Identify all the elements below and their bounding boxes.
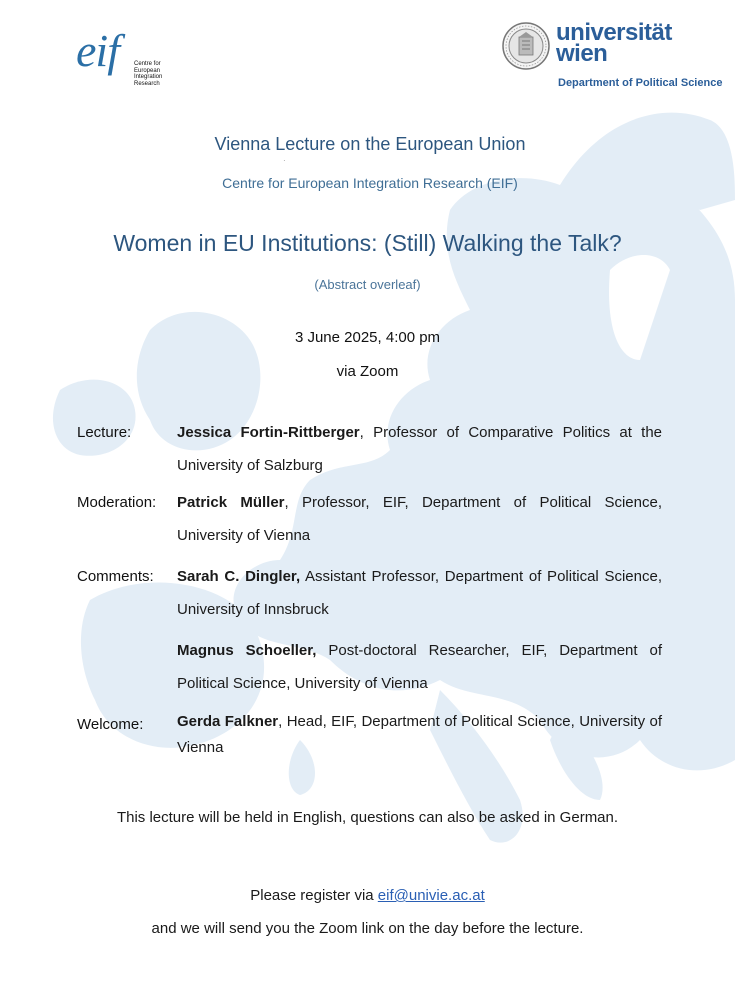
lecture-title: Women in EU Institutions: (Still) Walking the Talk? [113, 230, 622, 256]
participant-name: Gerda Falkner [177, 713, 279, 730]
participant-name: Sarah C. Dingler, [177, 568, 301, 585]
eif-logo-subtitle: Centre for European Integration Research [134, 61, 163, 87]
registration-email-link[interactable]: eif@univie.ac.at [377, 887, 485, 904]
role-label: Lecture: [77, 424, 132, 441]
organizer-line: Centre for European Integration Research (EIF) [222, 175, 518, 191]
department-name: Department of Political Science [558, 77, 723, 89]
university-seal-icon [502, 22, 550, 70]
abstract-note: (Abstract overleaf) [314, 277, 421, 292]
participant-name: Jessica Fortin-Rittberger [177, 424, 360, 441]
participant-entry [177, 560, 662, 626]
event-venue: via Zoom [336, 363, 399, 380]
role-label: Moderation: [77, 494, 157, 511]
role-label: Welcome: [77, 716, 144, 733]
participant-entry [177, 709, 662, 761]
role-label: Comments: [77, 568, 154, 585]
participant-name: Patrick Müller [177, 494, 285, 511]
eif-logo-mark: eif [76, 25, 119, 76]
language-note: This lecture will be held in English, questions can also be asked in German. [116, 809, 619, 826]
participant-entry [177, 416, 662, 482]
participant-detail: Post-doctoral Researcher, EIF, Department of Political Science, University of Vienna [177, 642, 662, 692]
participant-detail: , Professor, EIF, Department of Political Science, University of Vienna [177, 494, 662, 544]
zoom-info: and we will send you the Zoom link on the day before the lecture. [151, 920, 584, 937]
event-date: 3 June 2025, 4:00 pm [294, 329, 441, 346]
participant-entry [177, 634, 662, 700]
participant-detail: , Head, EIF, Department of Political Science, University of Vienna [177, 713, 662, 756]
participant-entry [177, 486, 662, 552]
participant-name: Magnus Schoeller, [177, 642, 317, 659]
participant-detail: Assistant Professor, Department of Political Science, University of Innsbruck [177, 568, 662, 618]
participant-detail: , Professor of Comparative Politics at the University of Salzburg [177, 424, 663, 474]
university-name: universität wien [556, 19, 672, 67]
registration-line: Please register via eif@univie.ac.at [250, 887, 485, 904]
eif-logo [76, 25, 186, 92]
separator-dot: · [283, 156, 286, 165]
lecture-series-title: Vienna Lecture on the European Union [214, 134, 526, 154]
university-logo [502, 19, 727, 94]
